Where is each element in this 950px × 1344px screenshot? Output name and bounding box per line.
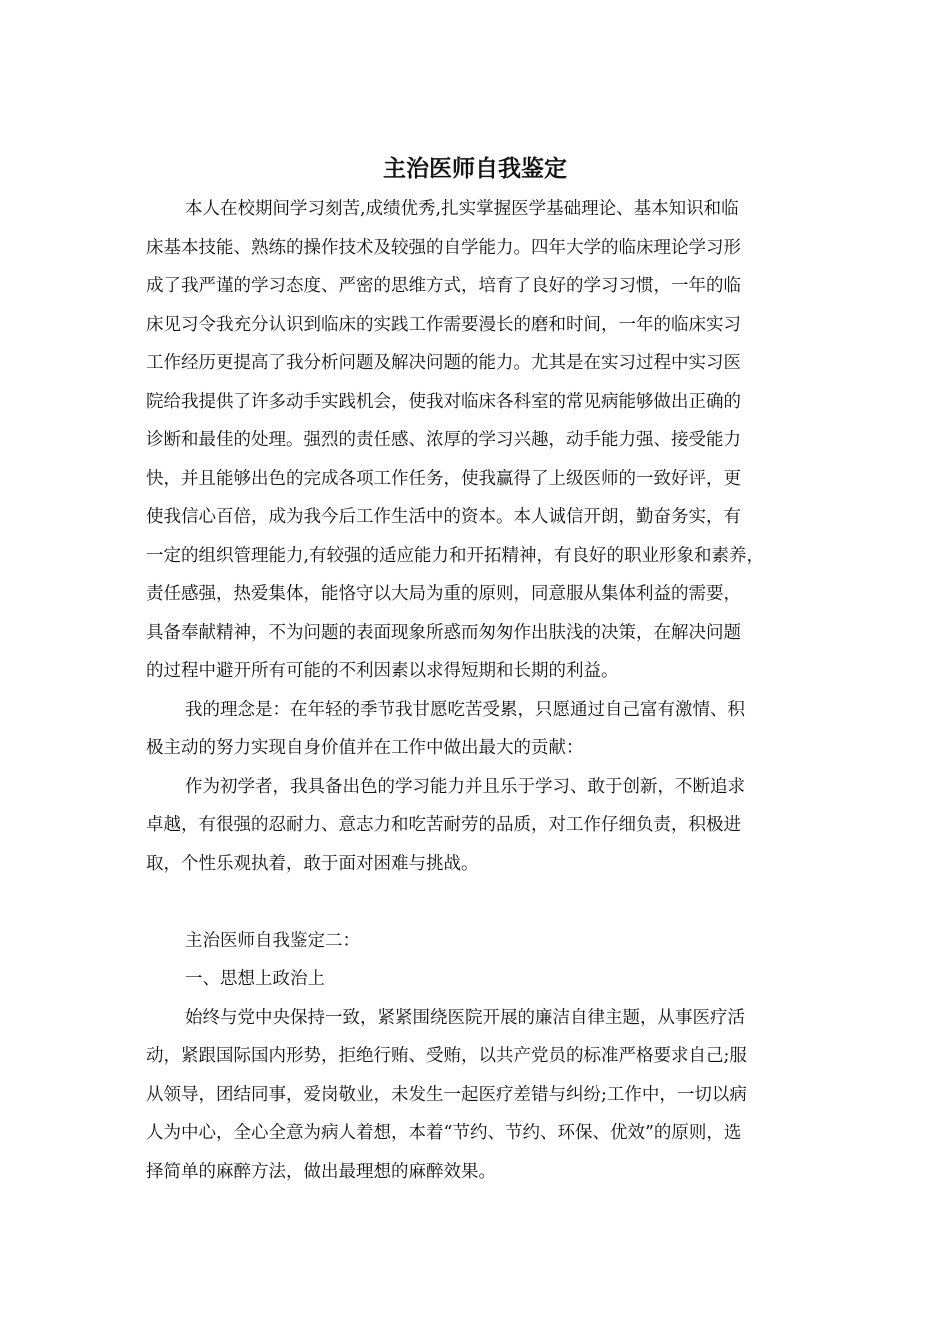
text-line: 人为中心，全心全意为病人着想，本着“节约、节约、环保、优效”的原则，选	[146, 1123, 742, 1143]
text-line: 的过程中避开所有可能的不利因素以求得短期和长期的利益。	[146, 661, 619, 681]
text-line: 使我信心百倍，成为我今后工作生活中的资本。本人诚信开朗，勤奋务实，有	[146, 507, 741, 527]
text-line: 择简单的麻醉方法，做出最理想的麻醉效果。	[146, 1161, 496, 1182]
text-line: 本人在校期间学习刻苦,成绩优秀,扎实掌握医学基础理论、基本知识和临	[185, 199, 739, 219]
paragraph-political	[146, 999, 816, 1192]
text-line: 院给我提供了许多动手实践机会，使我对临床各科室的常见病能够做出正确的	[146, 391, 741, 412]
section-heading-two	[146, 922, 816, 961]
text-line: 卓越，有很强的忍耐力、意志力和吃苦耐劳的品质，对工作仔细负责，积极进	[146, 815, 741, 835]
subsection-heading	[146, 960, 816, 999]
text-line: 床基本技能、熟练的操作技术及较强的自学能力。四年大学的临床理论学习形	[146, 237, 741, 258]
text-line: 具备奉献精神，不为问题的表面现象所惑而匆匆作出肤浅的决策，在解决问题	[146, 622, 741, 643]
text-line: 工作经历更提高了我分析问题及解决问题的能力。尤其是在实习过程中实习医	[146, 353, 741, 373]
text-line: 一定的组织管理能力,有较强的适应能力和开拓精神，有良好的职业形象和素养，	[146, 545, 765, 566]
paragraph-self-assessment	[146, 190, 816, 691]
text-line: 始终与党中央保持一致，紧紧围绕医院开展的廉洁自律主题，从事医疗活	[185, 1007, 745, 1028]
document-body	[146, 190, 816, 1191]
text-line: 床见习令我充分认识到临床的实践工作需要漫长的磨和时间，一年的临床实习	[146, 314, 741, 335]
text-line: 责任感强，热爱集体，能恪守以大局为重的原则，同意服从集体利益的需要，	[146, 584, 741, 604]
text-line: 动，紧跟国际国内形势，拒绝行贿、受贿，以共产党员的标准严格要求自己;服	[146, 1046, 747, 1066]
subheading: 一、思想上政治上	[185, 969, 325, 989]
section-heading: 主治医师自我鉴定二：	[185, 930, 360, 951]
text-line: 成了我严谨的学习态度、严密的思维方式，培育了良好的学习习惯，一年的临	[146, 276, 741, 296]
text-line: 我的理念是：在年轻的季节我甘愿吃苦受累，只愿通过自己富有激情、积	[185, 699, 745, 720]
text-line: 作为初学者，我具备出色的学习能力并且乐于学习、敢于创新，不断追求	[185, 776, 745, 797]
paragraph-learner	[146, 768, 816, 884]
text-line: 极主动的努力实现自身价值并在工作中做出最大的贡献：	[146, 738, 584, 758]
document-title: 主治医师自我鉴定	[383, 155, 567, 182]
text-line: 诊断和最佳的处理。强烈的责任感、浓厚的学习兴趣，动手能力强、接受能力	[146, 430, 741, 450]
text-line: 从领导，团结同事，爱岗敬业，未发生一起医疗差错与纠纷;工作中，一切以病	[146, 1084, 747, 1105]
blank-line	[146, 883, 816, 922]
text-line: 取，个性乐观执着，敢于面对困难与挑战。	[146, 853, 479, 874]
text-line: 快，并且能够出色的完成各项工作任务，使我赢得了上级医师的一致好评，更	[146, 468, 741, 489]
paragraph-philosophy	[146, 691, 816, 768]
